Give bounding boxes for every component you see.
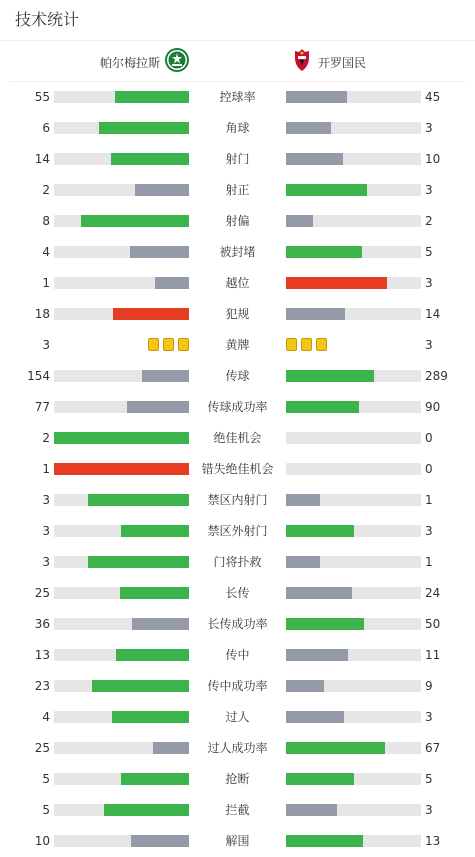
stat-label: 犯规 <box>225 307 250 321</box>
home-bar-fill <box>131 835 189 847</box>
stat-row <box>0 366 475 386</box>
home-bar <box>54 649 189 661</box>
away-bar <box>286 742 421 754</box>
stat-row <box>0 800 475 820</box>
home-bar-fill <box>130 246 189 258</box>
home-bar <box>54 742 189 754</box>
home-value: 3 <box>42 555 50 569</box>
stat-label: 被封堵 <box>219 245 256 259</box>
home-bar-fill <box>115 91 189 103</box>
away-bar-fill <box>286 587 352 599</box>
stat-label: 传球 <box>225 369 250 383</box>
stat-label: 拦截 <box>225 803 250 817</box>
yellow-card-icon <box>163 338 174 351</box>
home-team[interactable] <box>100 49 190 75</box>
away-bar <box>286 122 421 134</box>
away-value: 3 <box>425 338 433 352</box>
home-value: 3 <box>42 524 50 538</box>
away-bar-fill <box>286 649 348 661</box>
home-bar-fill <box>153 742 189 754</box>
home-value: 2 <box>42 183 50 197</box>
home-bar-fill <box>116 649 189 661</box>
home-value: 5 <box>42 803 50 817</box>
stat-row <box>0 769 475 789</box>
away-value: 67 <box>425 741 441 755</box>
stat-label: 门将扑救 <box>213 555 262 569</box>
away-bar-fill <box>286 401 359 413</box>
home-value: 10 <box>34 834 50 848</box>
home-bar <box>54 432 189 444</box>
away-value: 3 <box>425 524 433 538</box>
stat-label: 射门 <box>225 152 250 166</box>
stat-row <box>0 87 475 107</box>
away-bar-fill <box>286 742 385 754</box>
home-bar <box>54 91 189 103</box>
page-title: 技术统计 <box>15 10 80 29</box>
home-bar <box>54 680 189 692</box>
stat-label: 错失绝佳机会 <box>201 462 274 476</box>
home-bar <box>54 711 189 723</box>
away-bar-fill <box>286 804 337 816</box>
stat-row <box>0 676 475 696</box>
stat-row <box>0 273 475 293</box>
away-bar <box>286 184 421 196</box>
away-bar <box>286 618 421 630</box>
away-bar-fill <box>286 153 343 165</box>
away-bar <box>286 401 421 413</box>
away-bar-fill <box>286 277 387 289</box>
home-bar <box>54 773 189 785</box>
away-bar-fill <box>286 556 320 568</box>
away-bar-fill <box>286 618 364 630</box>
away-bar <box>286 835 421 847</box>
stat-row <box>0 211 475 231</box>
away-value: 3 <box>425 803 433 817</box>
stat-row <box>0 304 475 324</box>
stat-row <box>0 521 475 541</box>
away-bar <box>286 711 421 723</box>
yellow-card-icon <box>301 338 312 351</box>
away-team[interactable] <box>292 49 366 75</box>
home-value: 23 <box>34 679 50 693</box>
home-bar <box>54 277 189 289</box>
home-bar-fill <box>132 618 189 630</box>
away-bar <box>286 494 421 506</box>
away-bar-fill <box>286 525 354 537</box>
away-bar <box>286 370 421 382</box>
palmeiras-crest-icon <box>164 47 190 77</box>
home-bar <box>54 587 189 599</box>
stat-row <box>0 180 475 200</box>
stat-label: 过人 <box>225 710 250 724</box>
away-yellow-cards <box>286 338 327 351</box>
away-bar <box>286 587 421 599</box>
yellow-card-icon <box>286 338 297 351</box>
home-bar <box>54 308 189 320</box>
home-value: 25 <box>34 741 50 755</box>
away-value: 0 <box>425 431 433 445</box>
stat-label: 传球成功率 <box>207 400 268 414</box>
home-bar <box>54 215 189 227</box>
stat-label: 禁区内射门 <box>207 493 268 507</box>
away-value: 3 <box>425 183 433 197</box>
stat-row <box>0 738 475 758</box>
away-value: 45 <box>425 90 441 104</box>
away-team-name: 开罗国民 <box>318 55 367 70</box>
away-value: 1 <box>425 493 433 507</box>
stat-label: 角球 <box>225 121 250 135</box>
home-bar <box>54 835 189 847</box>
stat-row <box>0 149 475 169</box>
home-value: 3 <box>42 493 50 507</box>
away-bar-fill <box>286 308 345 320</box>
away-bar <box>286 525 421 537</box>
away-bar <box>286 246 421 258</box>
stat-label: 禁区外射门 <box>207 524 268 538</box>
home-value: 25 <box>34 586 50 600</box>
home-bar-fill <box>135 184 189 196</box>
away-bar <box>286 91 421 103</box>
home-value: 36 <box>34 617 50 631</box>
away-value: 2 <box>425 214 433 228</box>
away-bar-fill <box>286 711 344 723</box>
stat-row <box>0 397 475 417</box>
away-value: 13 <box>425 834 441 848</box>
home-bar <box>54 184 189 196</box>
away-bar-fill <box>286 494 320 506</box>
yellow-card-icon <box>316 338 327 351</box>
away-bar <box>286 215 421 227</box>
home-value: 154 <box>27 369 50 383</box>
away-bar <box>286 556 421 568</box>
stat-label: 抢断 <box>225 772 250 786</box>
home-value: 13 <box>34 648 50 662</box>
home-value: 6 <box>42 121 50 135</box>
away-value: 10 <box>425 152 441 166</box>
away-value: 14 <box>425 307 441 321</box>
away-bar-fill <box>286 122 331 134</box>
home-bar <box>54 494 189 506</box>
away-value: 289 <box>425 369 448 383</box>
away-bar-fill <box>286 370 374 382</box>
stat-label: 射正 <box>225 183 250 197</box>
home-value: 4 <box>42 710 50 724</box>
away-value: 3 <box>425 276 433 290</box>
stat-row <box>0 831 475 851</box>
away-value: 9 <box>425 679 433 693</box>
stat-row <box>0 428 475 448</box>
stat-row <box>0 583 475 603</box>
stat-label: 越位 <box>225 276 250 290</box>
home-bar-fill <box>88 556 189 568</box>
home-bar <box>54 246 189 258</box>
away-bar-fill <box>286 246 362 258</box>
away-bar-fill <box>286 215 313 227</box>
yellow-card-icon <box>178 338 189 351</box>
away-bar-fill <box>286 184 367 196</box>
stat-row <box>0 614 475 634</box>
home-bar-fill <box>121 773 189 785</box>
home-bar-fill <box>54 432 189 444</box>
away-bar-fill <box>286 680 324 692</box>
home-bar <box>54 153 189 165</box>
home-bar-fill <box>104 804 189 816</box>
away-bar <box>286 680 421 692</box>
away-bar <box>286 432 421 444</box>
home-bar <box>54 370 189 382</box>
home-bar <box>54 401 189 413</box>
away-bar <box>286 804 421 816</box>
home-value: 4 <box>42 245 50 259</box>
away-value: 1 <box>425 555 433 569</box>
yellow-card-icon <box>148 338 159 351</box>
home-value: 2 <box>42 431 50 445</box>
home-bar-fill <box>54 463 189 475</box>
home-value: 1 <box>42 276 50 290</box>
stats-header <box>0 0 475 41</box>
home-yellow-cards <box>148 338 189 351</box>
stat-label: 射偏 <box>225 214 250 228</box>
al-ahly-crest-icon <box>292 48 312 76</box>
away-value: 90 <box>425 400 441 414</box>
home-value: 1 <box>42 462 50 476</box>
home-bar-fill <box>142 370 189 382</box>
stat-label: 绝佳机会 <box>213 431 262 445</box>
stat-label: 黄牌 <box>225 338 250 352</box>
stat-row <box>0 459 475 479</box>
away-bar <box>286 153 421 165</box>
home-bar-fill <box>111 153 189 165</box>
stat-label: 长传成功率 <box>207 617 268 631</box>
stat-label: 解围 <box>225 834 250 848</box>
home-bar-fill <box>99 122 189 134</box>
home-team-name: 帕尔梅拉斯 <box>99 55 160 70</box>
stat-row <box>0 490 475 510</box>
stat-row <box>0 335 475 355</box>
home-bar-fill <box>112 711 189 723</box>
home-value: 14 <box>34 152 50 166</box>
home-bar <box>54 804 189 816</box>
home-value: 5 <box>42 772 50 786</box>
home-bar <box>54 463 189 475</box>
home-bar-fill <box>121 525 189 537</box>
home-bar-fill <box>81 215 189 227</box>
away-value: 0 <box>425 462 433 476</box>
away-value: 3 <box>425 710 433 724</box>
stat-label: 传中成功率 <box>207 679 268 693</box>
home-bar <box>54 618 189 630</box>
away-value: 5 <box>425 245 433 259</box>
home-bar <box>54 525 189 537</box>
away-bar-fill <box>286 835 363 847</box>
stat-row <box>0 707 475 727</box>
stat-label: 长传 <box>225 586 250 600</box>
stat-label: 传中 <box>225 648 250 662</box>
away-bar <box>286 773 421 785</box>
home-bar <box>54 122 189 134</box>
home-bar-fill <box>155 277 189 289</box>
home-bar-fill <box>127 401 189 413</box>
home-value: 3 <box>42 338 50 352</box>
stat-row <box>0 552 475 572</box>
away-value: 50 <box>425 617 441 631</box>
stat-label: 过人成功率 <box>207 741 268 755</box>
home-value: 18 <box>34 307 50 321</box>
away-value: 3 <box>425 121 433 135</box>
stat-label: 控球率 <box>219 90 256 104</box>
stat-row <box>0 242 475 262</box>
away-value: 11 <box>425 648 441 662</box>
home-value: 55 <box>34 90 50 104</box>
home-bar-fill <box>92 680 189 692</box>
home-value: 77 <box>34 400 50 414</box>
away-bar <box>286 649 421 661</box>
home-value: 8 <box>42 214 50 228</box>
away-value: 24 <box>425 586 441 600</box>
stat-row <box>0 118 475 138</box>
home-bar <box>54 556 189 568</box>
away-bar-fill <box>286 773 354 785</box>
away-bar-fill <box>286 91 347 103</box>
away-value: 5 <box>425 772 433 786</box>
home-bar-fill <box>88 494 189 506</box>
away-bar <box>286 308 421 320</box>
away-bar <box>286 277 421 289</box>
stat-row <box>0 645 475 665</box>
away-bar <box>286 463 421 475</box>
teams-bar <box>10 41 466 82</box>
home-bar-fill <box>120 587 189 599</box>
home-bar-fill <box>113 308 189 320</box>
